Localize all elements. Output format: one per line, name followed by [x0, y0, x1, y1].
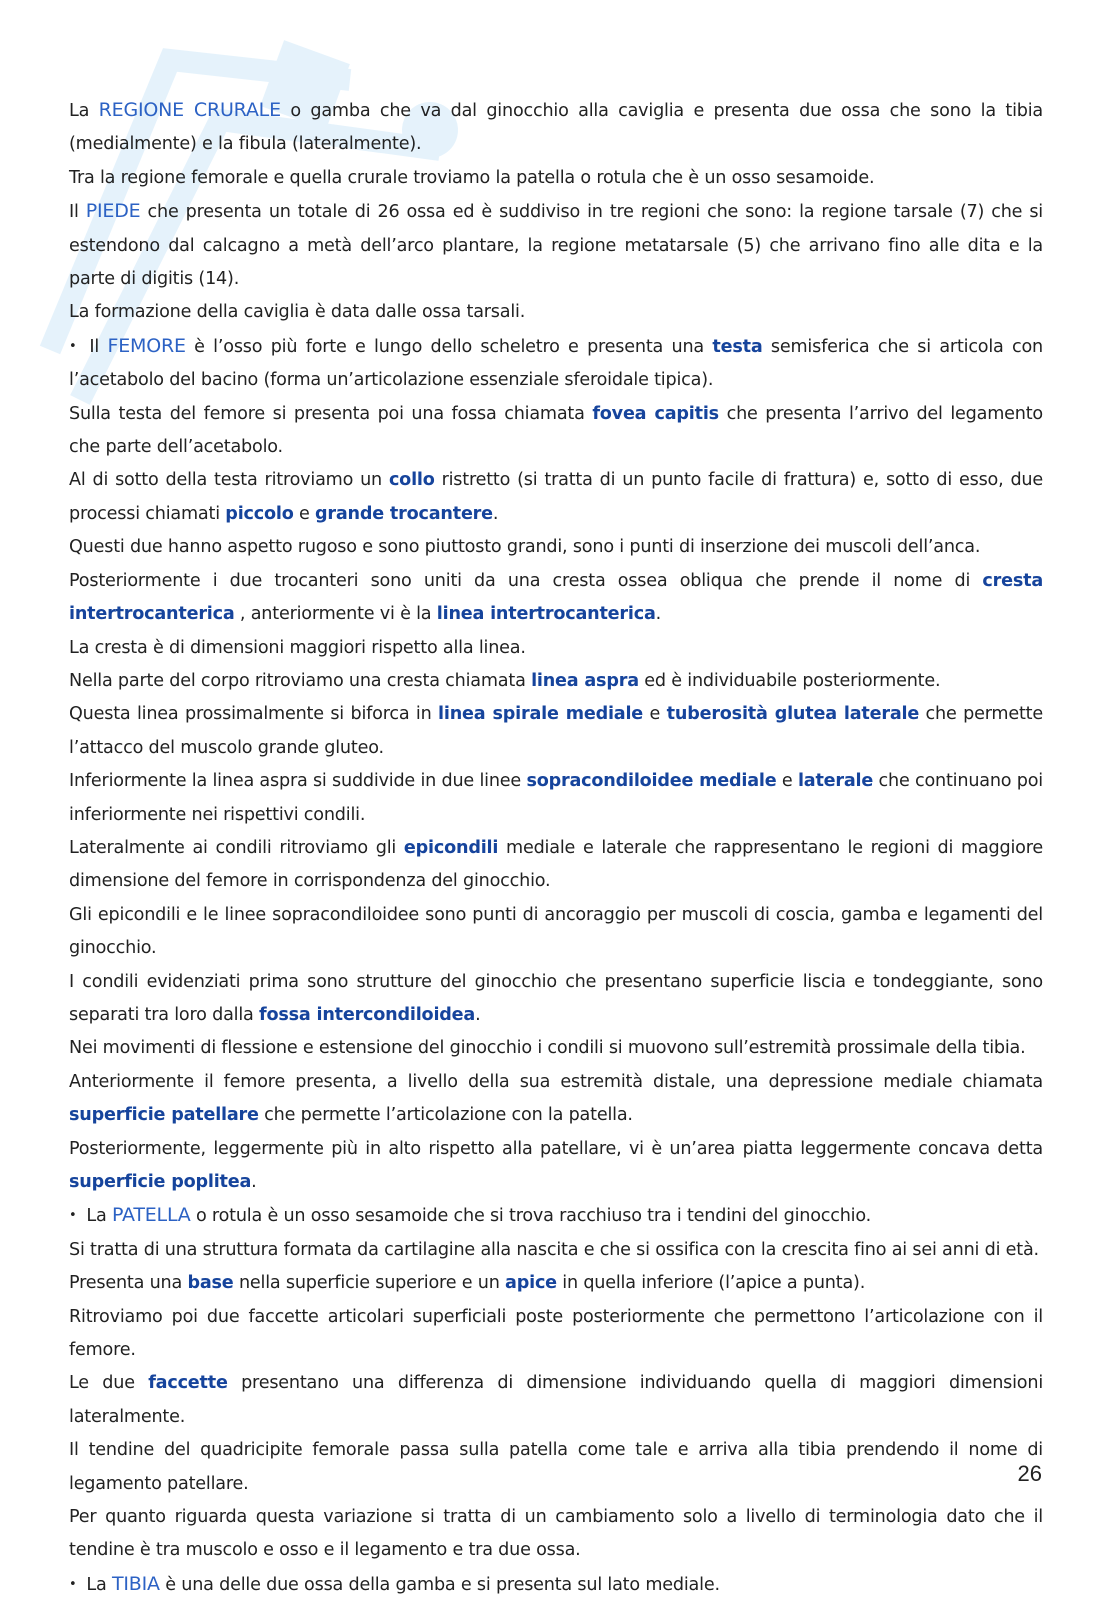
text-run: ristretto (si tratta di un punto facile di frattura) e, sotto di esso, due processi chiamati [69, 470, 1043, 524]
paragraph [69, 296, 1043, 329]
text-run: Si tratta di una struttura formata da cartilagine alla nascita e che si ossifica con la crescita fino ai sei anni di età. [69, 1239, 1039, 1260]
paragraph [69, 94, 1043, 162]
keyword: base [187, 1273, 234, 1294]
paragraph [69, 1267, 1043, 1300]
paragraph [69, 531, 1043, 564]
keyword: fossa intercondiloidea [259, 1004, 476, 1025]
paragraph [69, 1066, 1043, 1133]
text-run: che permette l’attacco del muscolo grande gluteo. [69, 704, 1044, 758]
keyword: testa [712, 336, 763, 357]
section-heading: PATELLA [111, 1204, 191, 1227]
text-run: I condili evidenziati prima sono strutture del ginocchio che presentano superficie liscia e tondeggiante, sono separati tra loro dalla [69, 971, 1043, 1025]
keyword: superficie poplitea [69, 1172, 252, 1192]
paragraph [69, 899, 1043, 966]
text-run: che presenta un totale di 26 ossa ed è suddiviso in tre regioni che sono: la regione tarsale (7) che si estendono dal calcagno a metà dell’arco plantare, la regione metatarsale (5) che arrivano fino alle dita e la parte di digitis (14). [69, 202, 1043, 290]
section-heading: REGIONE CRURALE [98, 99, 281, 121]
text-run: Al di sotto della testa ritroviamo un [69, 470, 389, 491]
text-run: che permette l’articolazione con la patella. [258, 1105, 633, 1126]
text-run: o gamba che va dal ginocchio alla caviglia e presenta due ossa che sono la tibia (medialmente) e la fibula (lateralmente). [69, 101, 1044, 155]
keyword: piccolo [225, 503, 294, 524]
keyword: linea intertrocanterica [436, 604, 656, 625]
text-run: La cresta è di dimensioni maggiori rispetto alla linea. [69, 637, 526, 658]
text-run: Inferiormente la linea aspra si suddivide in due linee [69, 771, 527, 792]
bullet-paragraph [69, 1568, 1043, 1602]
section-heading: TIBIA [111, 1572, 160, 1595]
text-run: Anteriormente il femore presenta, a livello della sua estremità distale, una depressione mediale chiamata [69, 1071, 1043, 1092]
text-run: La [86, 1206, 112, 1227]
text-run: e [776, 771, 798, 792]
text-run: è l’osso più forte e lungo dello scheletro e presenta una [185, 336, 713, 357]
paragraph [69, 832, 1043, 899]
bullet-paragraph [69, 1199, 1043, 1233]
text-run: e [293, 503, 316, 524]
paragraph [69, 632, 1043, 665]
keyword: cresta intertrocanterica [69, 570, 1043, 625]
page-number: 26 [1017, 1461, 1042, 1486]
keyword: faccette [148, 1373, 228, 1394]
keyword: laterale [797, 771, 874, 792]
text-run: Nei movimenti di flessione e estensione del ginocchio i condili si muovono sull’estremità prossimale della tibia. [69, 1038, 1026, 1059]
text-run: . [251, 1172, 257, 1192]
text-run: Lateralmente ai condili ritroviamo gli [69, 837, 404, 858]
section-heading: FEMORE [107, 334, 186, 357]
text-run: mediale e laterale che rappresentano le regioni di maggiore dimensione del femore in corrispondenza del ginocchio. [69, 837, 1043, 892]
text-run: . [492, 503, 499, 524]
text-run: o rotula è un osso sesamoide che si trova racchiuso tra i tendini del ginocchio. [190, 1206, 872, 1227]
text-run: Le due [69, 1373, 149, 1394]
paragraph [69, 1133, 1043, 1200]
keyword: grande trocantere [315, 503, 493, 524]
keyword: sopracondiloidee mediale [526, 771, 777, 792]
keyword: linea spirale mediale [438, 704, 644, 725]
paragraph [69, 398, 1043, 465]
text-run: , anteriormente vi è la [234, 604, 437, 625]
text-run: La formazione della caviglia è data dalle ossa tarsali. [69, 302, 526, 323]
paragraph [69, 464, 1043, 531]
section-heading: PIEDE [85, 200, 141, 223]
text-run: e [643, 704, 667, 725]
text-run: Il [69, 202, 86, 223]
text-run: che continuano poi inferiormente nei rispettivi condili. [69, 771, 1043, 825]
paragraph [69, 1032, 1043, 1065]
text-run: Nella parte del corpo ritroviamo una cresta chiamata [69, 670, 532, 691]
text-run: La [86, 1574, 112, 1595]
paragraph [69, 1501, 1043, 1568]
text-run: Gli epicondili e le linee sopracondiloidee sono punti di ancoraggio per muscoli di coscia, gamba e legamenti del ginocchio. [69, 904, 1043, 959]
paragraph [69, 698, 1043, 765]
keyword: apice [505, 1273, 557, 1294]
text-run: Sulla testa del femore si presenta poi una fossa chiamata [69, 403, 593, 424]
keyword: epicondili [403, 837, 499, 858]
text-run: Questi due hanno aspetto rugoso e sono piuttosto grandi, sono i punti di inserzione dei muscoli dell’anca. [69, 537, 981, 558]
keyword: fovea capitis [592, 403, 719, 424]
paragraph [69, 665, 1043, 698]
paragraph [69, 966, 1043, 1033]
keyword: collo [388, 470, 435, 491]
document-body [69, 94, 1043, 1602]
text-run: Posteriormente, leggermente più in alto rispetto alla patellare, vi è un’area piatta leggermente concava detta [69, 1138, 1043, 1159]
text-run: Ritroviamo poi due faccette articolari superficiali poste posteriormente che permettono l’articolazione con il femore. [69, 1306, 1043, 1361]
text-run: nella superficie superiore e un [233, 1273, 506, 1294]
paragraph [69, 195, 1043, 296]
keyword: linea aspra [531, 670, 639, 691]
paragraph [69, 162, 1043, 195]
text-run: semisferica che si articola con l’acetabolo del bacino (forma un’articolazione essenziale sferoidale tipica). [69, 336, 1044, 391]
text-run: che presenta l’arrivo del legamento che parte dell’acetabolo. [69, 403, 1043, 458]
text-run: Questa linea prossimalmente si biforca in [69, 704, 439, 725]
text-run: Il [89, 336, 108, 357]
bullet-paragraph [69, 330, 1043, 398]
paragraph [69, 1367, 1043, 1434]
paragraph [69, 1301, 1043, 1368]
text-run: presentano una differenza di dimensione individuando quella di maggiori dimensioni lateralmente. [69, 1373, 1044, 1427]
text-run: Per quanto riguarda questa variazione si tratta di un cambiamento solo a livello di terminologia dato che il tendine è tra muscolo e osso e il legamento e tra due ossa. [69, 1507, 1043, 1561]
text-run: ed è individuabile posteriormente. [638, 670, 941, 691]
paragraph [69, 1234, 1043, 1267]
text-run: . [475, 1004, 481, 1025]
text-run: in quella inferiore (l’apice a punta). [556, 1273, 866, 1294]
paragraph [69, 1434, 1043, 1501]
text-run: . [655, 604, 662, 625]
keyword: superficie patellare [69, 1105, 259, 1126]
text-run: La [69, 101, 99, 121]
paragraph [69, 765, 1043, 832]
text-run: Il tendine del quadricipite femorale passa sulla patella come tale e arriva alla tibia prendendo il nome di legamento patellare. [69, 1440, 1043, 1494]
text-run: Tra la regione femorale e quella crurale troviamo la patella o rotula che è un osso sesamoide. [69, 167, 875, 188]
text-run: Presenta una [69, 1273, 188, 1294]
paragraph [69, 565, 1043, 632]
text-run: Posteriormente i due trocanteri sono uniti da una cresta ossea obliqua che prende il nome di [69, 570, 983, 591]
keyword: tuberosità glutea laterale [666, 704, 920, 725]
text-run: è una delle due ossa della gamba e si presenta sul lato mediale. [159, 1574, 720, 1595]
